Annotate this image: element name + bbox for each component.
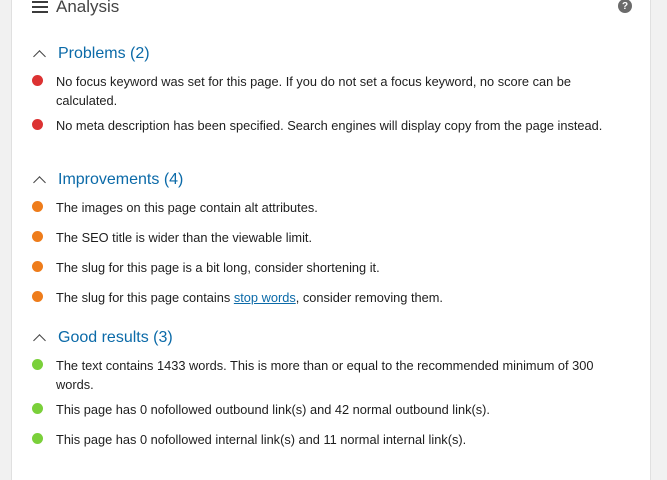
good-results-toggle[interactable]	[32, 326, 632, 350]
good-results-section	[32, 326, 632, 350]
good-bullet-icon	[32, 403, 43, 414]
problems-toggle[interactable]	[32, 42, 632, 66]
list-item	[32, 228, 606, 247]
help-icon[interactable]: ?	[618, 0, 632, 13]
text-after-link: , consider removing them.	[295, 290, 443, 305]
improvement-bullet-icon	[32, 261, 43, 272]
text-before-link: The slug for this page contains	[56, 290, 234, 305]
problem-text: No focus keyword was set for this page. If you do not set a focus keyword, no score can be calculated.	[56, 74, 571, 108]
improvement-text: The slug for this page is a bit long, consider shortening it.	[56, 260, 380, 275]
good-text: This page has 0 nofollowed outbound link(s) and 42 normal outbound link(s).	[56, 402, 490, 417]
list-item	[32, 258, 606, 277]
panel-title: Analysis	[56, 0, 120, 16]
improvement-text: The images on this page contain alt attributes.	[56, 200, 318, 215]
list-item	[32, 430, 606, 449]
improvements-title: Improvements (4)	[58, 171, 184, 188]
list-item	[32, 116, 606, 135]
panel-header	[32, 0, 119, 19]
problem-text: No meta description has been specified. Search engines will display copy from the page instead.	[56, 118, 603, 133]
list-item	[32, 356, 606, 394]
improvement-text: The SEO title is wider than the viewable limit.	[56, 230, 313, 245]
improvement-bullet-icon	[32, 201, 43, 212]
stop-words-link[interactable]: stop words	[233, 290, 296, 305]
chevron-up-icon	[33, 176, 46, 189]
list-item	[32, 288, 606, 307]
good-bullet-icon	[32, 433, 43, 444]
improvement-bullet-icon	[32, 231, 43, 242]
chevron-up-icon	[33, 334, 46, 347]
chevron-up-icon	[33, 50, 46, 63]
improvement-text	[56, 288, 606, 307]
list-item	[32, 198, 606, 217]
good-text: This page has 0 nofollowed internal link(s) and 11 normal internal link(s).	[56, 432, 467, 447]
problem-bullet-icon	[32, 119, 43, 130]
problems-section	[32, 42, 632, 66]
problems-title: Problems (2)	[58, 45, 150, 62]
list-item	[32, 400, 606, 419]
problem-bullet-icon	[32, 75, 43, 86]
improvements-section	[32, 168, 632, 192]
good-text: The text contains 1433 words. This is more than or equal to the recommended minimum of 300 words.	[56, 358, 594, 392]
good-bullet-icon	[32, 359, 43, 370]
list-item	[32, 72, 606, 110]
improvements-toggle[interactable]	[32, 168, 632, 192]
analysis-panel	[11, 0, 651, 480]
good-results-title: Good results (3)	[58, 329, 173, 346]
improvement-bullet-icon	[32, 291, 43, 302]
list-icon	[32, 0, 48, 14]
